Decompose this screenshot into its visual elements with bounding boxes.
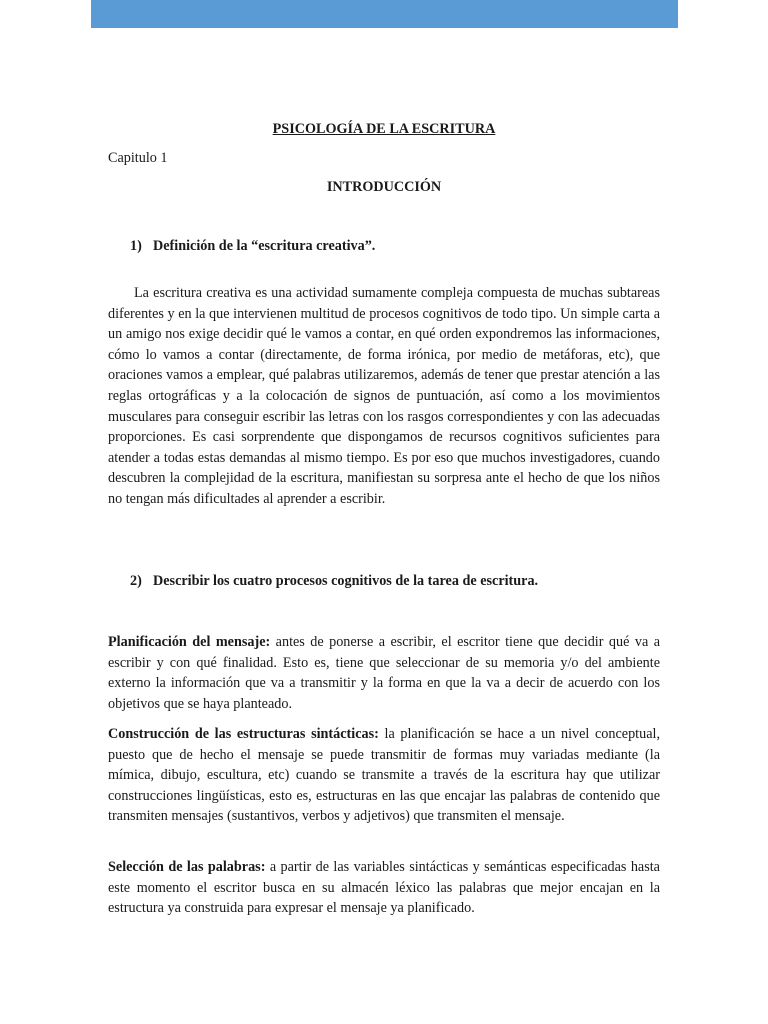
heading-text: Describir los cuatro procesos cognitivos de la tarea de escritura.	[153, 573, 539, 589]
term-description: a partir de las variables sintácticas y semánticas especificadas hasta este momento el escritor busca en su almacén léxico las palabras que mejor encajan en la estructura ya construida para expresar el mensaje ya planificado.	[108, 859, 660, 917]
heading-processes	[130, 571, 538, 592]
heading-definition	[130, 236, 375, 257]
paragraph-planning	[108, 632, 660, 714]
header-bar	[91, 0, 678, 28]
paragraph-definition: La escritura creativa es una actividad sumamente compleja compuesta de muchas subtareas diferentes y en la que intervienen multitud de procesos cognitivos de todo tipo. Un simple carta a un amigo nos exige decidir qué le vamos a contar, en qué orden expondremos las informaciones, cómo lo vamos a contar (directamente, de forma irónica, por medio de metáforas, etc), que oraciones vamos a emplear, qué palabras utilizaremos, además de tener que prestar atención a las reglas ortográficas y a la colocación de signos de puntuación, así como a los movimientos musculares para conseguir escribir las letras con los rasgos correspondientes y con las adecuadas proporciones. Es casi sorprendente que dispongamos de recursos cognitivos suficientes para atender a todas estas demandas al mismo tiempo. Es por eso que muchos investigadores, cuando descubren la complejidad de la escritura, manifiestan su sorpresa ante el hecho de que los niños no tengan más dificultades al aprender a escribir.	[108, 285, 660, 507]
term-label: Planificación del mensaje:	[108, 634, 271, 650]
document-title: PSICOLOGÍA DE LA ESCRITURA	[272, 121, 496, 137]
heading-number: 2)	[130, 573, 142, 589]
term-label: Construcción de las estructuras sintácticas:	[108, 726, 379, 742]
heading-number: 1)	[130, 238, 142, 254]
heading-text: Definición de la “escritura creativa”.	[153, 238, 376, 254]
paragraph-word-selection	[108, 857, 660, 919]
term-description: antes de ponerse a escribir, el escritor tiene que decidir qué va a escribir y con qué finalidad. Esto es, tiene que seleccionar de su memoria y/o del ambiente externo la información que va a transmitir y la forma en que la va a decir de acuerdo con los objetivos que se haya planteado.	[108, 634, 660, 712]
section-title: INTRODUCCIÓN	[326, 179, 442, 195]
term-label: Selección de las palabras:	[108, 859, 266, 875]
term-description: la planificación se hace a un nivel conceptual, puesto que de hecho el mensaje se puede transmitir de formas muy variadas mediante (la mímica, dibujo, escultura, etc) cuando se transmite a través de la escritura hay que utilizar construcciones lingüísticas, esto es, estructuras en las que encajar las palabras de contenido que transmiten mensajes (sustantivos, verbos y adjetivos) que transmiten el mensaje.	[108, 726, 660, 825]
chapter-label: Capitulo 1	[108, 150, 168, 166]
paragraph-syntax	[108, 724, 660, 827]
